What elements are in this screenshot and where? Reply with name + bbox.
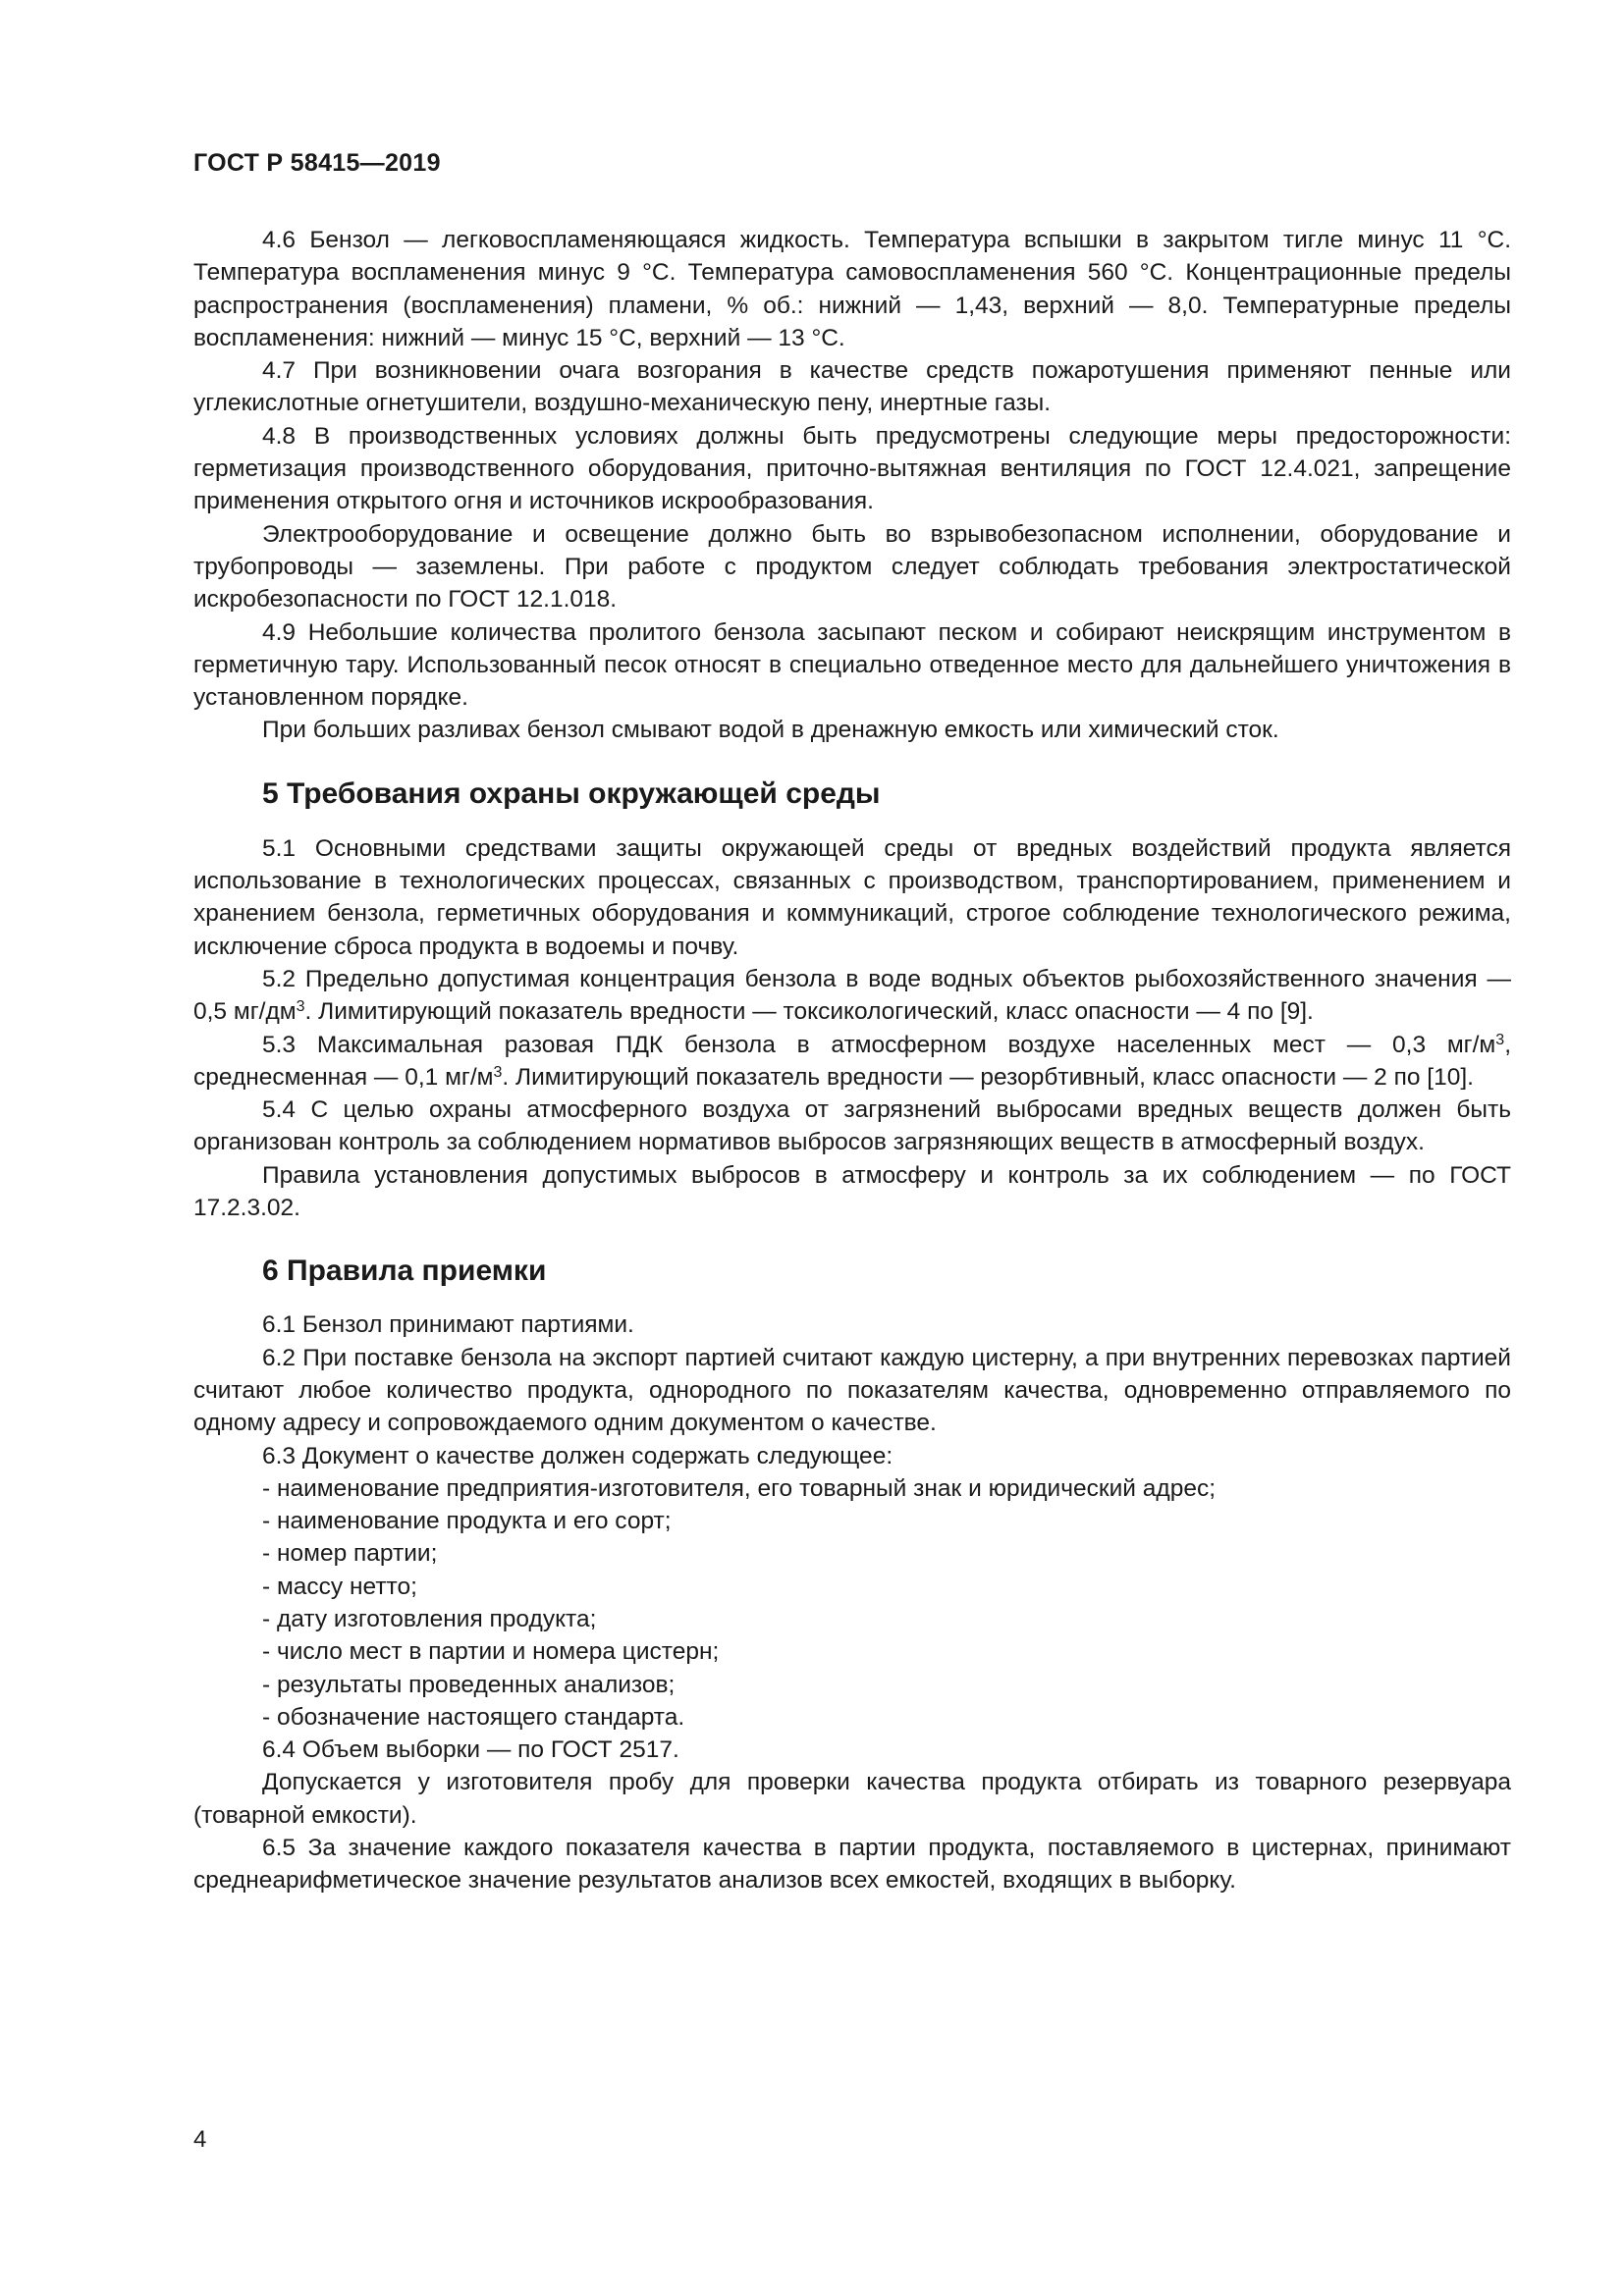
- paragraph-6-3: 6.3 Документ о качестве должен содержать следующее:: [262, 1442, 893, 1469]
- page-number: 4: [193, 2126, 207, 2153]
- document-header: ГОСТ Р 58415—2019: [193, 149, 441, 177]
- paragraph-5-3-text-a: 5.3 Максимальная разовая ПДК бензола в атмосферном воздухе населенных мест — 0,3 мг/м: [262, 1031, 1496, 1058]
- superscript-3: 3: [296, 998, 305, 1016]
- paragraph-4-9-continued: При больших разливах бензол смывают водой в дренажную емкость или химический сток.: [262, 717, 1279, 744]
- superscript-3: 3: [1495, 1031, 1505, 1048]
- list-item: - обозначение настоящего стандарта.: [262, 1703, 685, 1731]
- paragraph-5-4-continued: Правила установления допустимых выбросов в атмосферу и контроль за их соблюдением — по ГОСТ 17.2.3.02.: [193, 1161, 1511, 1222]
- paragraph-6-4: 6.4 Объем выборки — по ГОСТ 2517.: [262, 1736, 679, 1764]
- paragraph-4-7: 4.7 При возникновении очага возгорания в качестве средств пожаротушения применяют пенные или углекислотные огнетушители, воздушно-механическую пену, инертные газы.: [193, 357, 1511, 417]
- paragraph-6-4-continued: Допускается у изготовителя пробу для проверки качества продукта отбирать из товарного резервуара (товарной емкости).: [193, 1769, 1511, 1829]
- paragraph-5-3-text-c: . Лимитирующий показатель вредности — резорбтивный, класс опасности — 2 по [10].: [502, 1063, 1474, 1091]
- list-item: - число мест в партии и номера цистерн;: [262, 1638, 720, 1666]
- paragraph-4-8-continued: Электрооборудование и освещение должно быть во взрывобезопасном исполнении, оборудование и трубопроводы — заземлены. При работе с продуктом следует соблюдать требования электростатической искробезопасности по ГОСТ 12.1.018.: [193, 520, 1511, 614]
- paragraph-5-2-text-a: 5.2 Предельно допустимая концентрация бензола в воде водных объектов рыбохозяйственного значения — 0,5 мг/дм: [193, 965, 1511, 1026]
- paragraph-5-4: 5.4 С целью охраны атмосферного воздуха от загрязнений выбросами вредных веществ должен быть организован контроль за соблюдением нормативов выбросов загрязняющих веществ в атмосферный воздух.: [193, 1096, 1511, 1156]
- paragraph-5-2: [193, 963, 1511, 1029]
- list-item: - дату изготовления продукта;: [262, 1605, 597, 1632]
- document-body: [193, 224, 1511, 1897]
- paragraph-6-5: 6.5 За значение каждого показателя качества в партии продукта, поставляемого в цистернах, принимают среднеарифметическое значение результатов анализов всех емкостей, входящих в выборку.: [193, 1835, 1511, 1895]
- paragraph-5-3-text-b: , среднесменная — 0,1 мг/м: [193, 1031, 1511, 1091]
- list-item: - наименование предприятия-изготовителя, его товарный знак и юридический адрес;: [262, 1474, 1217, 1502]
- list-item: - массу нетто;: [262, 1573, 417, 1600]
- paragraph-5-3: [193, 1029, 1511, 1095]
- paragraph-4-6: 4.6 Бензол — легковоспламеняющаяся жидкость. Температура вспышки в закрытом тигле минус 11 °С. Температура воспламенения минус 9 °С. Температура самовоспламенения 560 °С. Концентрационные пределы распространения (воспламенения) пламени, % об.: нижний — 1,43, верхний — 8,0. Температурные пределы воспламенения: нижний — минус 15 °С, верхний — 13 °С.: [193, 227, 1511, 351]
- paragraph-6-2: 6.2 При поставке бензола на экспорт партией считают каждую цистерну, а при внутренних перевозках партией считают любое количество продукта, однородного по показателям качества, одновременно отправляемого по одному адресу и сопровождаемого одним документом о качестве.: [193, 1344, 1511, 1437]
- list-item: - результаты проведенных анализов;: [262, 1671, 676, 1698]
- paragraph-5-1: 5.1 Основными средствами защиты окружающей среды от вредных воздействий продукта является использование в технологических процессах, связанных с производством, транспортированием, применением и хранением бензола, герметичных оборудования и коммуникаций, строгое соблюдение технологического режима, исключение сброса продукта в водоемы и почву.: [193, 834, 1511, 960]
- paragraph-4-8: 4.8 В производственных условиях должны быть предусмотрены следующие меры предосторожности: герметизация производственного оборудования, приточно-вытяжная вентиляция по ГОСТ 12.4.021, запрещение применения открытого огня и источников искрообразования.: [193, 422, 1511, 515]
- section-5-heading: 5 Требования охраны окружающей среды: [262, 776, 881, 810]
- paragraph-5-2-text-b: . Лимитирующий показатель вредности — токсикологический, класс опасности — 4 по [9].: [304, 998, 1314, 1026]
- superscript-3: 3: [493, 1063, 503, 1081]
- list-item: - номер партии;: [262, 1540, 438, 1568]
- list-item: - наименование продукта и его сорт;: [262, 1508, 672, 1535]
- section-6-heading: 6 Правила приемки: [262, 1255, 547, 1288]
- paragraph-4-9: 4.9 Небольшие количества пролитого бензола засыпают песком и собирают неискрящим инструментом в герметичную тару. Использованный песок относят в специально отведенное место для дальнейшего уничтожения в установленном порядке.: [193, 618, 1511, 712]
- paragraph-6-1: 6.1 Бензол принимают партиями.: [262, 1311, 634, 1339]
